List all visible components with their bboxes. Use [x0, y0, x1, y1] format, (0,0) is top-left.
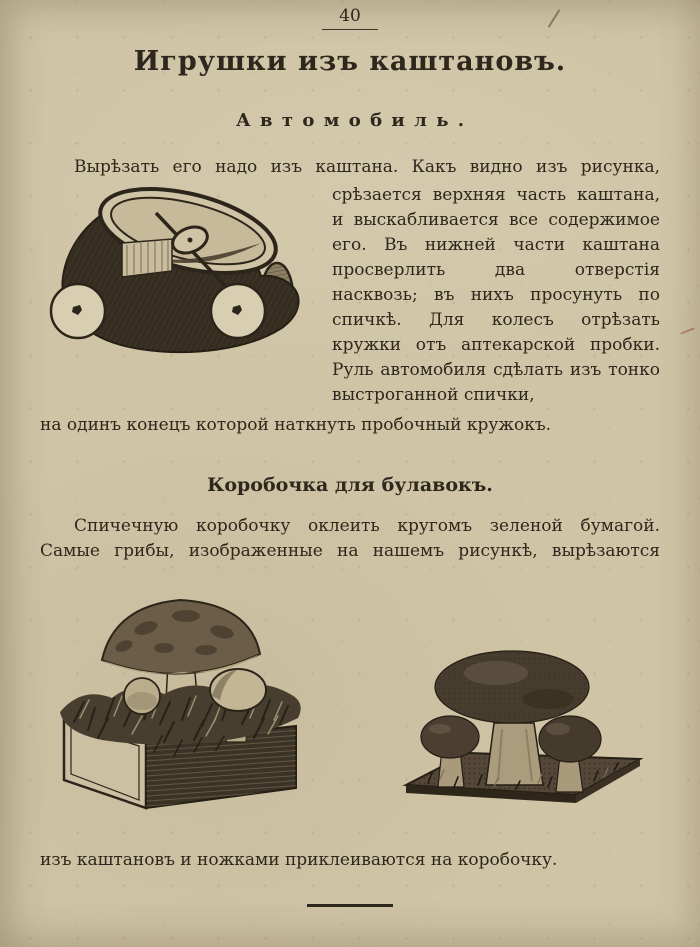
page-number: 40	[322, 6, 378, 30]
mushroom-matchbox-illustration	[54, 590, 306, 826]
chapter-title: Игрушки изъ каштановъ.	[133, 46, 567, 77]
automobile-figure-row	[40, 183, 660, 408]
section-heading-automobile: Автомобиль.	[235, 110, 474, 131]
mushroom-figures-row	[40, 588, 660, 826]
page-number-block	[0, 0, 700, 30]
paragraph-pinbox-lastline: изъ каштановъ и ножками приклеиваются на коробочку.	[40, 850, 558, 870]
paragraph-auto-lastline: на одинъ конецъ которой наткнуть пробочный кружокъ.	[40, 415, 552, 435]
page-content	[40, 110, 660, 907]
paper-fiber-mark	[680, 327, 695, 334]
paragraph-pinbox: Спичечную коробочку оклеить кругомъ зеленой бумагой. Самые грибы, изображенные на нашемъ рисункѣ, вырѣзаются	[40, 516, 660, 561]
paragraph-auto-line1: Вырѣзать его надо изъ каштана. Какъ видно изъ рисунка,	[74, 157, 660, 177]
mushroom-board-illustration	[398, 637, 646, 813]
end-rule	[307, 904, 393, 907]
paragraph-auto-wrap: срѣзается верхняя часть каштана, и выскабливается все содержимое его. Въ нижней части каштана просверлить два отверстія насквозь; въ нихъ просунуть по спичкѣ. Для колесъ отрѣзать кружки отъ аптекарской пробки. Руль автомобиля сдѣлать изъ тонко выстроганной спички,	[332, 185, 660, 405]
toy-car-illustration	[40, 183, 320, 408]
section-heading-pinbox: Коробочка для булавокъ.	[207, 474, 493, 496]
